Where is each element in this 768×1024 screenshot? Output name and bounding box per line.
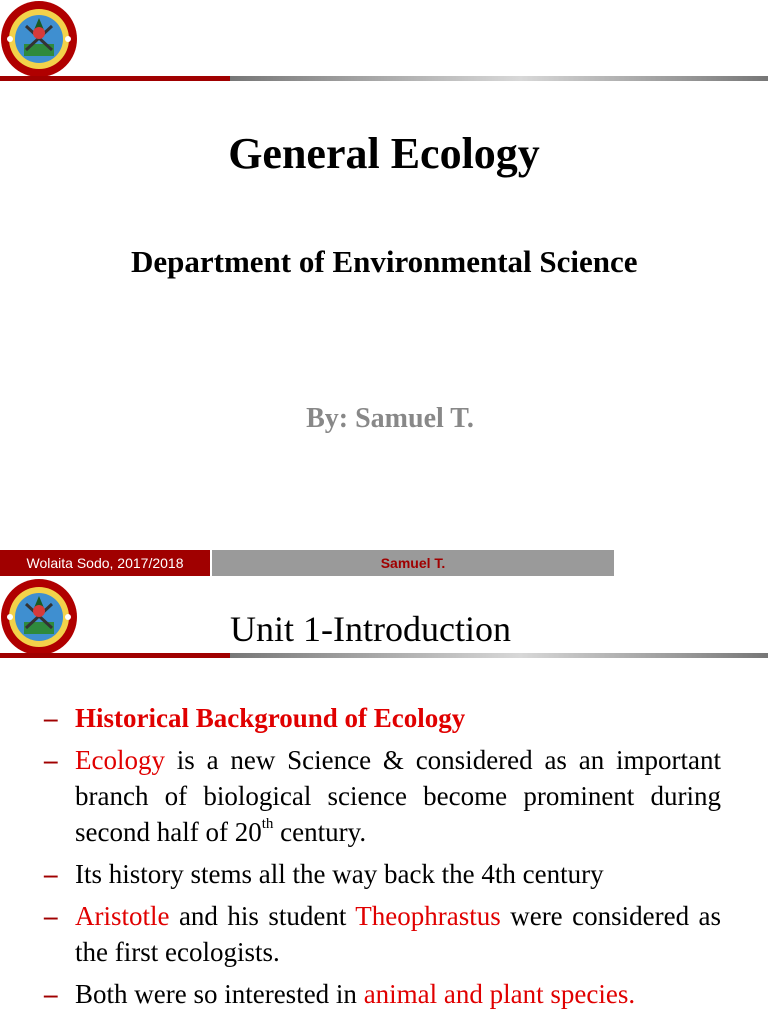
dash-bullet-icon: – xyxy=(44,703,58,733)
footer-author: Samuel T. xyxy=(212,550,614,576)
dash-bullet-icon: – xyxy=(44,745,58,775)
list-item xyxy=(44,700,721,736)
bullet-text: Its history stems all the way back the 4th century xyxy=(75,859,604,889)
author-byline: By: Samuel T. xyxy=(306,403,474,434)
list-item xyxy=(44,976,721,1012)
bullet-text-tail: century. xyxy=(273,817,367,847)
highlight-term: Ecology xyxy=(75,745,165,775)
university-seal-logo xyxy=(0,0,78,78)
dash-bullet-icon: – xyxy=(44,979,58,1009)
highlight-term: Aristotle xyxy=(75,901,170,931)
university-seal-logo xyxy=(0,578,78,656)
bullet-text-tail: were considered as the first ecologists. xyxy=(75,901,722,967)
superscript: th xyxy=(261,816,274,832)
dash-bullet-icon: – xyxy=(44,859,58,889)
bullet-heading: Historical Background of Ecology xyxy=(75,703,466,733)
highlight-term: Theophrastus xyxy=(355,901,501,931)
list-item xyxy=(44,856,721,892)
header-rule xyxy=(0,653,768,658)
bullet-list xyxy=(44,700,721,1018)
bullet-text: is a new Science & considered as an important branch of biological science become prominent during second half of 20 xyxy=(75,745,721,847)
slide-subtitle: Department of Environmental Science xyxy=(131,244,638,279)
slide-title: Unit 1-Introduction xyxy=(230,609,511,649)
intro-slide xyxy=(0,578,768,1024)
list-item xyxy=(44,898,721,970)
bullet-text: Both were so interested in xyxy=(75,979,364,1009)
footer-location-date: Wolaita Sodo, 2017/2018 xyxy=(0,550,210,576)
dash-bullet-icon: – xyxy=(44,901,58,931)
bullet-text: and his student xyxy=(169,901,356,931)
slide-title: General Ecology xyxy=(228,129,540,178)
list-item xyxy=(44,742,721,850)
header-rule xyxy=(0,76,768,81)
highlight-term: animal and plant species. xyxy=(363,979,636,1009)
